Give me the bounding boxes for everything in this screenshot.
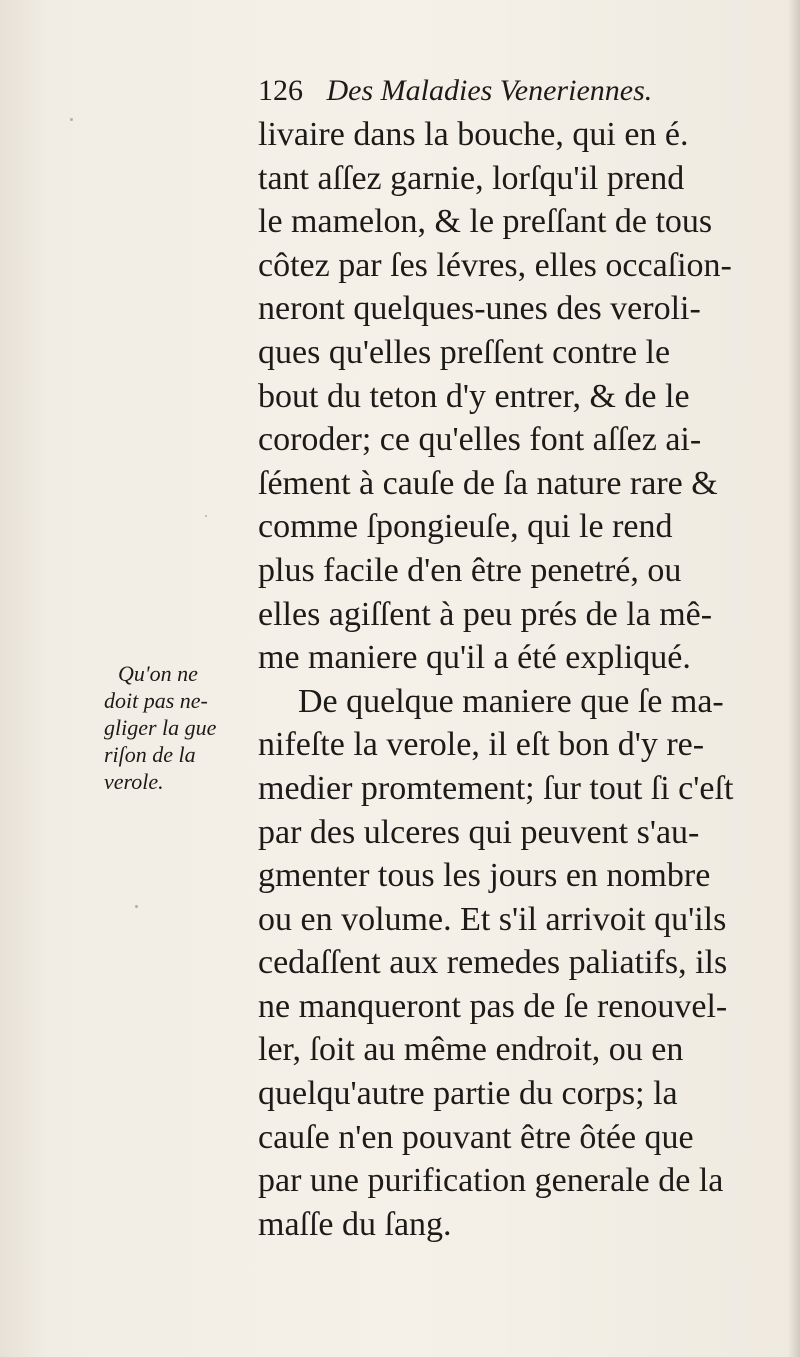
marginal-note-line: verole. <box>104 769 164 794</box>
text-line: quelqu'autre partie du corps; la <box>258 1075 678 1113</box>
page-edge-shadow <box>788 0 800 1357</box>
text-line: plus facile d'en être penetré, ou <box>258 551 682 589</box>
page-number: 126 <box>258 74 303 107</box>
text-line: par une purification generale de la <box>258 1162 724 1200</box>
text-line: medier promtement; ſur tout ſi c'eſt <box>258 769 734 807</box>
marginal-note <box>104 660 254 795</box>
paragraph-start-line: De quelque maniere que ſe ma- <box>298 682 724 720</box>
text-line: nifeſte la verole, il eſt bon d'y re- <box>258 726 705 764</box>
text-line: neront quelques-unes des veroli- <box>258 290 701 328</box>
text-line: ques qu'elles preſſent contre le <box>258 333 671 371</box>
text-line: bout du teton d'y entrer, & de le <box>258 377 690 415</box>
running-head <box>258 72 652 110</box>
text-line: coroder; ce qu'elles font aſſez ai- <box>258 421 702 459</box>
marginal-note-line: doit pas ne- <box>104 688 208 713</box>
text-line: le mamelon, & le preſſant de tous <box>258 203 713 241</box>
paper-speck <box>135 905 138 908</box>
text-line: côtez par ſes lévres, elles occaſion- <box>258 246 732 284</box>
text-line: cauſe n'en pouvant être ôtée que <box>258 1118 694 1156</box>
text-line: ler, ſoit au même endroit, ou en <box>258 1031 684 1069</box>
text-line: ſément à cauſe de ſa nature rare & <box>258 464 718 502</box>
marginal-note-line: Qu'on ne <box>118 661 198 686</box>
text-line: ne manqueront pas de ſe renouvel- <box>258 987 728 1025</box>
text-line: livaire dans la bouche, qui en é. <box>258 116 689 153</box>
text-line: comme ſpongieuſe, qui le rend <box>258 508 673 546</box>
text-line: cedaſſent aux remedes paliatifs, ils <box>258 944 728 982</box>
running-title: Des Maladies Veneriennes. <box>326 74 653 107</box>
text-line: me maniere qu'il a été expliqué. <box>258 639 691 677</box>
marginal-note-line: riſon de la <box>104 742 196 767</box>
text-line: gmenter tous les jours en nombre <box>258 857 711 895</box>
text-line: elles agiſſent à peu prés de la mê- <box>258 595 713 633</box>
marginal-note-line: gliger la gue <box>104 715 217 740</box>
paper-speck <box>205 515 207 517</box>
paper-speck <box>70 118 73 121</box>
text-line: ou en volume. Et s'il arrivoit qu'ils <box>258 900 727 938</box>
text-line: maſſe du ſang. <box>258 1205 452 1243</box>
text-line: par des ulceres qui peuvent s'au- <box>258 813 700 851</box>
body-text <box>258 113 788 1246</box>
text-line: tant aſſez garnie, lorſqu'il prend <box>258 159 685 197</box>
